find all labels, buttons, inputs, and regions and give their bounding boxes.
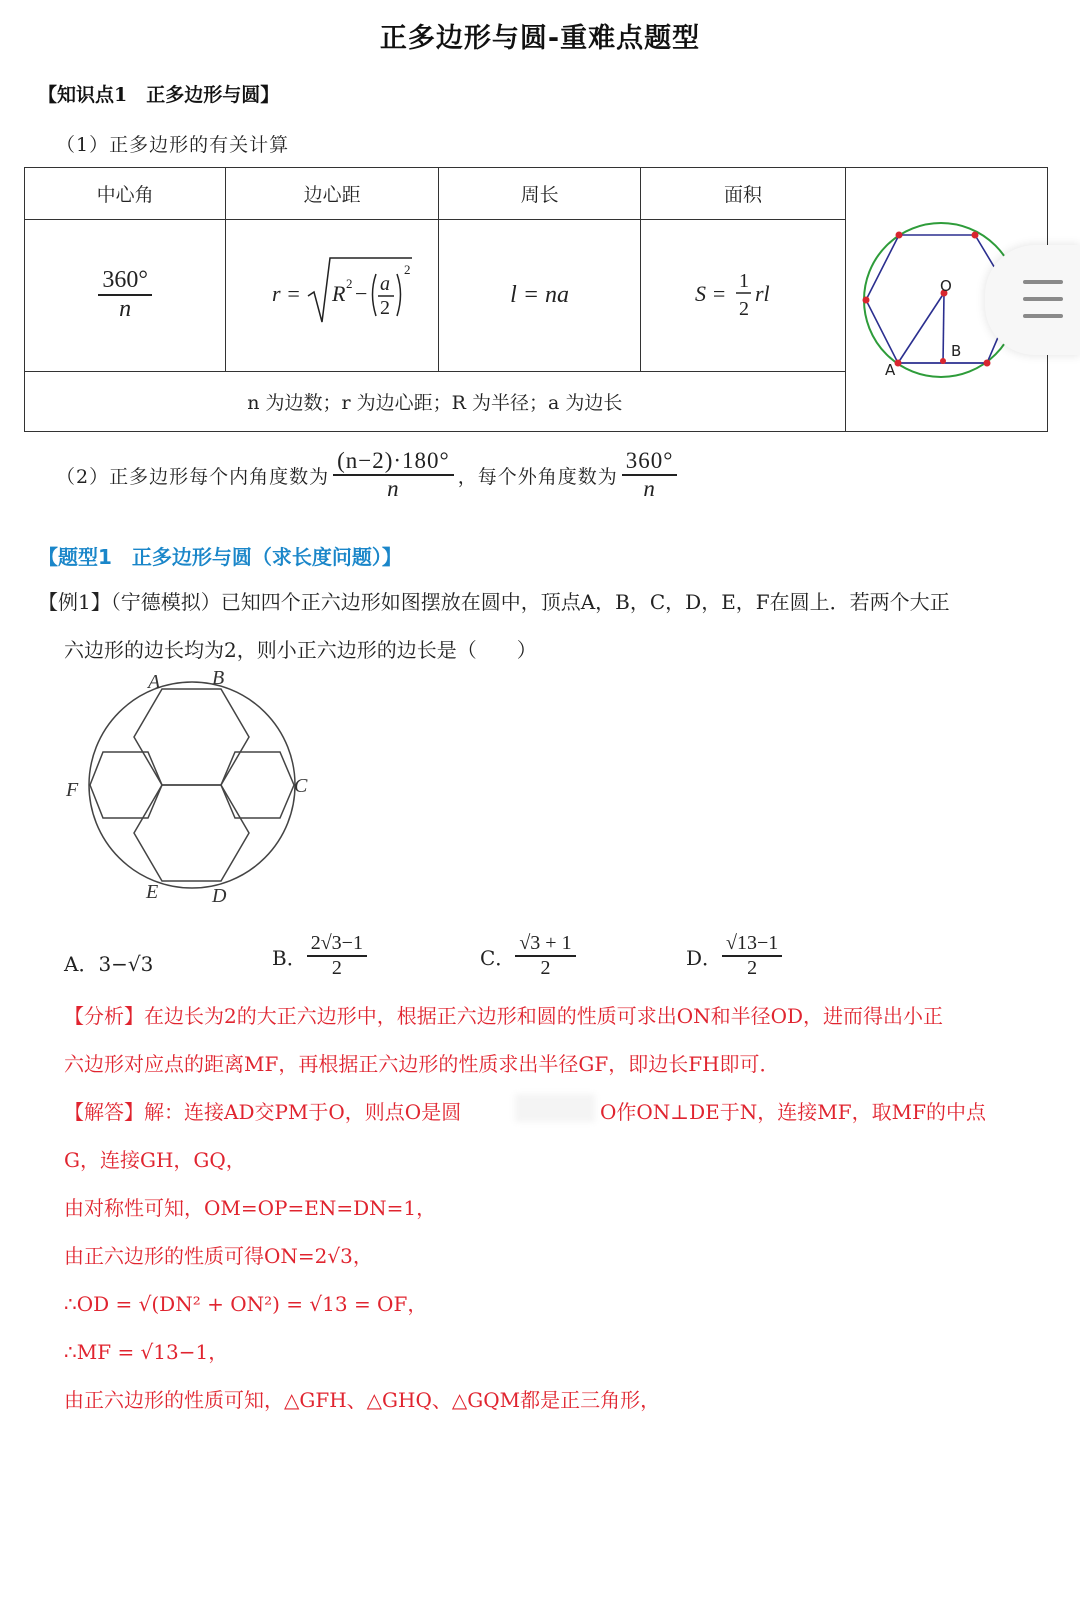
- four-hexagons-figure: [60, 667, 340, 920]
- label-B: B: [212, 667, 225, 689]
- central-angle-formula: $\frac{360^\circ}{n}$: [25, 219, 226, 371]
- header-central-angle: 中心角: [25, 168, 226, 220]
- option-b[interactable]: B． $\frac{2√3-1}{2}$: [272, 932, 367, 980]
- svg-text:2: 2: [738, 297, 749, 320]
- formula-table: [24, 167, 1048, 432]
- label-F: F: [66, 779, 79, 801]
- vertex-point: [971, 232, 978, 239]
- svg-text:2: 2: [346, 275, 353, 291]
- svg-text:1: 1: [738, 269, 749, 292]
- svg-text:r =: r =: [272, 280, 302, 306]
- label-D: D: [212, 885, 227, 907]
- svg-text:R: R: [332, 280, 346, 306]
- interior-angle-denominator: n: [387, 476, 400, 502]
- label-O: O: [939, 277, 952, 295]
- large-hexagon-top: [134, 689, 249, 785]
- example-line-1: 【例1】（宁德模拟）已知四个正六边形如图摆放在圆中，顶点A，B，C，D，E，F在圆上．若两个大正: [38, 590, 950, 614]
- section-2-line: （2）正多边形每个内角度数为 $\frac{(n-2)\cdot 180^\circ}{n}$ ，每个外角度数为 $\frac{360^\circ}{n}$: [56, 448, 681, 503]
- vertex-point: [894, 360, 901, 367]
- small-hexagon-left: [90, 752, 162, 818]
- solution-line-4: 由正六边形的性质可得ON=2√3，: [64, 1244, 373, 1268]
- apothem-formula-graphic: [242, 248, 422, 338]
- large-hexagon-bottom: [134, 785, 249, 881]
- svg-text:a: a: [380, 272, 391, 295]
- menu-icon: [1023, 297, 1063, 301]
- header-apothem: 边心距: [226, 168, 439, 220]
- vertex-point: [983, 360, 990, 367]
- solution-line-7: 由正六边形的性质可知，△GFH、△GHQ、△GQM都是正三角形，: [64, 1388, 661, 1412]
- analysis-line-1: 【分析】在边长为2的大正六边形中，根据正六边形和圆的性质可求出ON和半径OD，进而得出小正: [64, 1004, 944, 1028]
- option-c[interactable]: C． $\frac{√3 + 1}{2}$: [480, 932, 576, 980]
- vertex-point: [895, 232, 902, 239]
- perimeter-formula: l = na: [438, 219, 640, 371]
- page-title: 正多边形与圆-重难点题型: [379, 23, 701, 54]
- example-line-2: 六边形的边长均为2，则小正六边形的边长是（ ）: [64, 638, 537, 662]
- svg-text:rl: rl: [754, 280, 770, 306]
- label-E: E: [146, 881, 159, 903]
- area-formula-graphic: [683, 253, 803, 333]
- foot-point: [940, 358, 946, 364]
- exterior-angle-denominator: n: [643, 476, 656, 502]
- analysis-line-2: 六边形对应点的距离MF，再根据正六边形的性质求出半径GF，即边长FH即可．: [64, 1052, 780, 1076]
- option-a[interactable]: A．3−√3: [64, 951, 154, 976]
- solution-line-5: ∴OD = √(DN² + ON²) = √13 = OF，: [64, 1292, 428, 1316]
- svg-text:S =: S =: [694, 280, 727, 306]
- blurred-region: [515, 1094, 595, 1122]
- solution-line-2: G，连接GH，GQ，: [64, 1148, 246, 1172]
- label-A: A: [148, 671, 161, 693]
- header-area: 面积: [641, 168, 845, 220]
- menu-icon: [1023, 280, 1063, 284]
- segment-OB: [943, 293, 944, 364]
- vertex-point: [862, 297, 869, 304]
- knowledge-point-heading: 【知识点1 正多边形与圆】: [38, 84, 280, 106]
- solution-line-1a: 【解答】解：连接AD交PM于O，则点O是圆: [64, 1100, 462, 1124]
- area-formula: [641, 219, 845, 371]
- solution-line-6: ∴MF = √13−1，: [64, 1340, 229, 1364]
- header-perimeter: 周长: [438, 168, 640, 220]
- section-1-heading: （1）正多边形的有关计算: [56, 134, 290, 156]
- interior-angle-numerator: (n−2)·180°: [333, 448, 454, 476]
- svg-text:2: 2: [380, 296, 391, 319]
- label-C: C: [294, 775, 308, 797]
- solution-line-1b: O作ON⊥DE于N，连接MF，取MF的中点: [600, 1100, 986, 1124]
- option-d[interactable]: D． $\frac{√13-1}{2}$: [686, 932, 782, 980]
- apothem-formula: [226, 219, 439, 371]
- label-B: B: [950, 342, 961, 360]
- solution-line-3: 由对称性可知，OM=OP=EN=DN=1，: [64, 1196, 437, 1220]
- table-note: n 为边数；r 为边心距；R 为半径；a 为边长: [25, 371, 846, 431]
- svg-text:2: 2: [404, 261, 411, 277]
- exterior-angle-numerator: 360°: [622, 448, 678, 476]
- menu-icon: [1023, 314, 1063, 318]
- small-hexagon-right: [221, 752, 294, 818]
- label-A: A: [884, 361, 895, 379]
- svg-text:−: −: [355, 280, 368, 306]
- segment-OA: [898, 293, 944, 363]
- floating-menu-button[interactable]: [985, 245, 1080, 355]
- problem-type-heading: 【题型1 正多边形与圆（求长度问题）】: [38, 545, 402, 569]
